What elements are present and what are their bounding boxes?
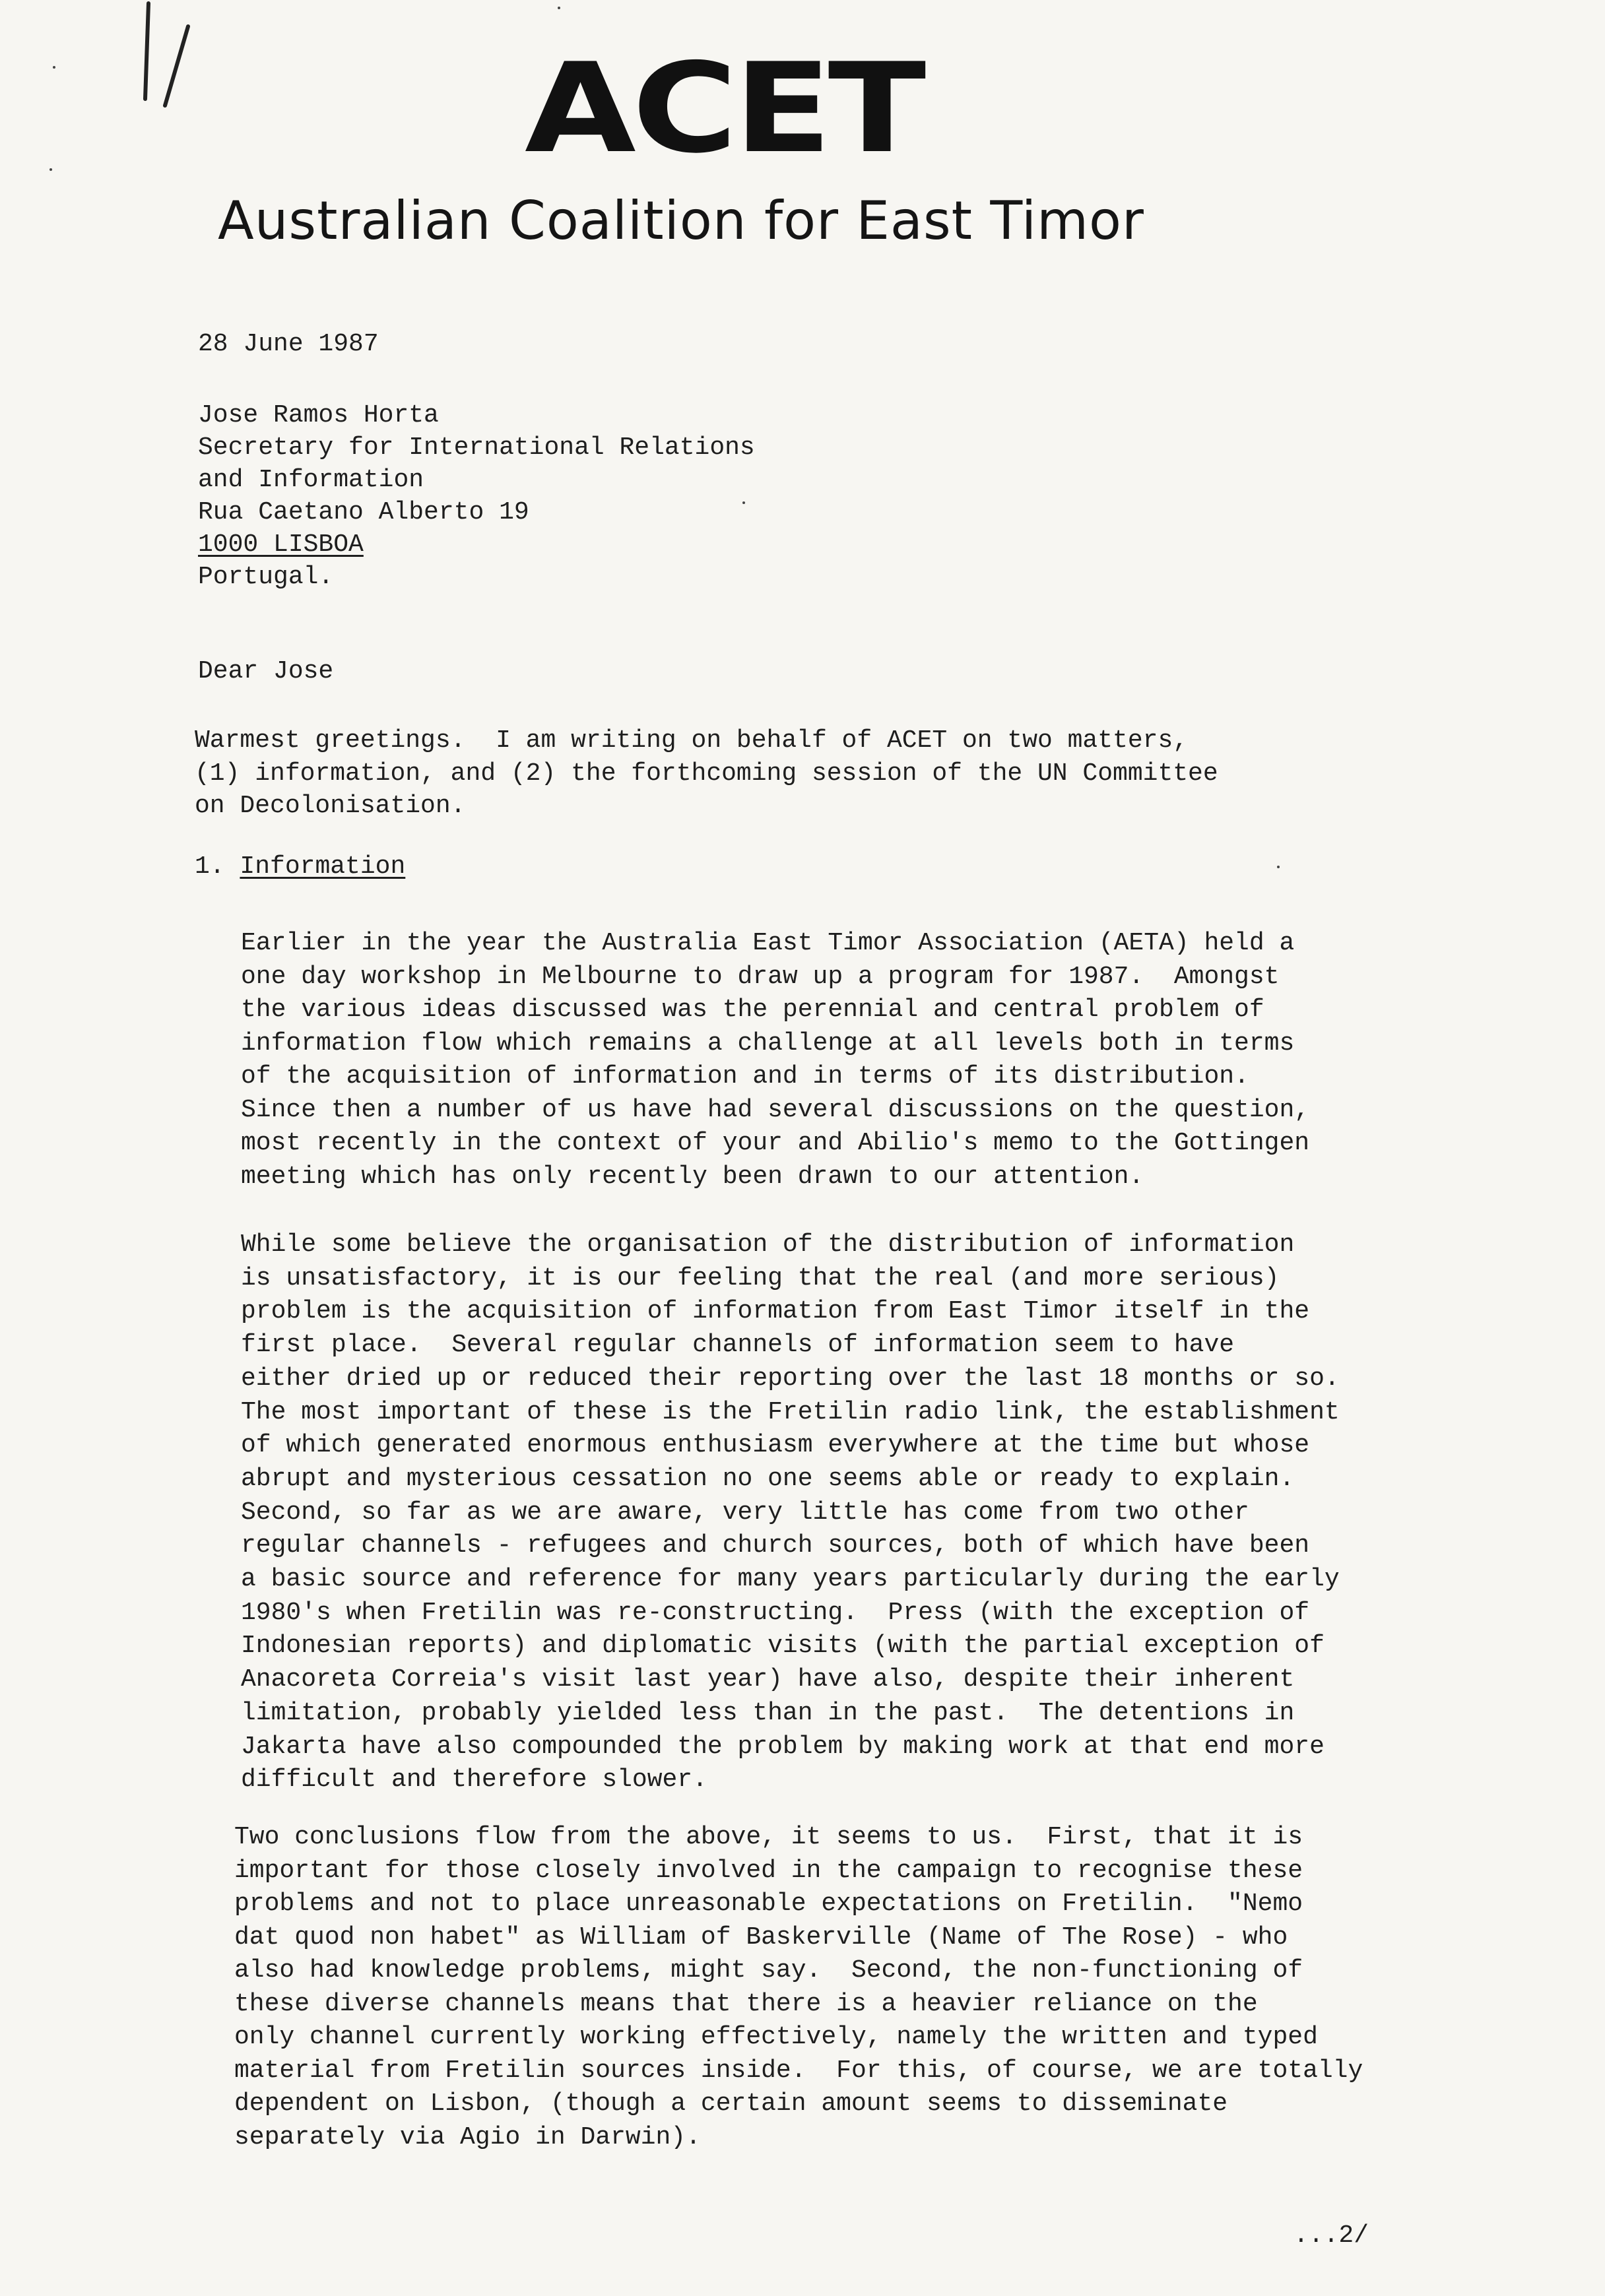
text-line: either dried up or reduced their reporting over the last 18 months or so. [241,1364,1340,1393]
text-line: Two conclusions flow from the above, it seems to us. First, that it is [234,1823,1303,1851]
text-line: problems and not to place unreasonable expectations on Fretilin. "Nemo [234,1890,1303,1918]
text-line: information flow which remains a challenge at all levels both in terms [241,1029,1295,1058]
paper-speck [53,66,55,69]
organisation-name: Australian Coalition for East Timor [218,190,1144,251]
text-line: Indonesian reports) and diplomatic visits (with the partial exception of [241,1632,1325,1661]
section-heading [195,851,405,883]
address-line: and Information [198,466,424,494]
text-line: Since then a number of us have had several discussions on the question, [241,1095,1310,1124]
text-line: difficult and therefore slower. [241,1766,707,1795]
salutation: Dear Jose [198,657,334,686]
text-line: limitation, probably yielded less than in the past. The detentions in [241,1698,1295,1727]
text-line: on Decolonisation. [195,792,466,820]
text-line: Earlier in the year the Australia East Timor Association (AETA) held a [241,929,1295,957]
text-line: one day workshop in Melbourne to draw up a program for 1987. Amongst [241,962,1280,991]
text-line: (1) information, and (2) the forthcoming session of the UN Committee [195,759,1218,788]
text-line: abrupt and mysterious cessation no one seems able or ready to explain. [241,1464,1295,1493]
paragraph-1 [241,927,1309,1194]
acet-logo: ACET [525,37,923,181]
text-line: a basic source and reference for many years particularly during the early [241,1565,1340,1594]
text-line: dat quod non habet" as William of Baskerville (Name of The Rose) - who [234,1923,1288,1952]
text-line: of which generated enormous enthusiasm everywhere at the time but whose [241,1431,1310,1460]
text-line: meeting which has only recently been drawn to our attention. [241,1162,1144,1191]
text-line: separately via Agio in Darwin). [234,2122,701,2152]
text-line: regular channels - refugees and church sources, both of which have been [241,1531,1310,1560]
recipient-address [198,399,755,593]
paragraph-2 [241,1228,1340,1797]
text-line: Jakarta have also compounded the problem by making work at that end more [241,1732,1325,1761]
text-line: first place. Several regular channels of information seem to have [241,1331,1235,1360]
text-line: The most important of these is the Fretilin radio link, the establishment [241,1397,1340,1426]
paper-speck [49,168,52,171]
text-line: While some believe the organisation of the distribution of information [241,1230,1295,1259]
handwritten-mark [125,0,205,112]
address-city: 1000 LISBOA [198,530,364,559]
text-line: these diverse channels means that there is a heavier reliance on the [234,1989,1258,2018]
address-line: Portugal. [198,563,334,591]
section-number: 1. [195,852,240,881]
paper-speck [558,7,560,9]
text-line: is unsatisfactory, it is our feeling that the real (and more serious) [241,1263,1280,1292]
text-line: problem is the acquisition of information from East Timor itself in the [241,1297,1310,1326]
paragraph-3 [234,1821,1363,2154]
paper-speck [1277,866,1280,868]
text-line: Warmest greetings. I am writing on behalf of ACET on two matters, [195,726,1189,755]
text-line: Second, so far as we are aware, very little has come from two other [241,1498,1249,1527]
section-title: Information [240,852,406,881]
text-line: Anacoreta Correia's visit last year) have also, despite their inherent [241,1665,1295,1694]
address-line: Jose Ramos Horta [198,401,439,430]
text-line: also had knowledge problems, might say. Second, the non-functioning of [234,1956,1303,1985]
address-line: Secretary for International Relations [198,433,755,462]
text-line: the various ideas discussed was the perennial and central problem of [241,996,1264,1024]
text-line: important for those closely involved in the campaign to recognise these [234,1856,1303,1885]
address-line: Rua Caetano Alberto 19 [198,498,529,526]
text-line: only channel currently working effectively, namely the written and typed [234,2023,1318,2051]
letter-date: 28 June 1987 [198,330,379,358]
text-line: dependent on Lisbon, (though a certain amount seems to disseminate [234,2089,1228,2118]
paper-speck [742,501,745,504]
text-line: 1980's when Fretilin was re-constructing. Press (with the exception of [241,1598,1310,1627]
address-line [198,528,755,561]
text-line: of the acquisition of information and in terms of its distribution. [241,1062,1249,1091]
text-line: most recently in the context of your and Abilio's memo to the Gottingen [241,1129,1310,1157]
intro-paragraph [195,724,1218,823]
text-line: material from Fretilin sources inside. For this, of course, we are totally [234,2056,1363,2085]
page-continuation: ...2/ [1294,2221,1369,2250]
